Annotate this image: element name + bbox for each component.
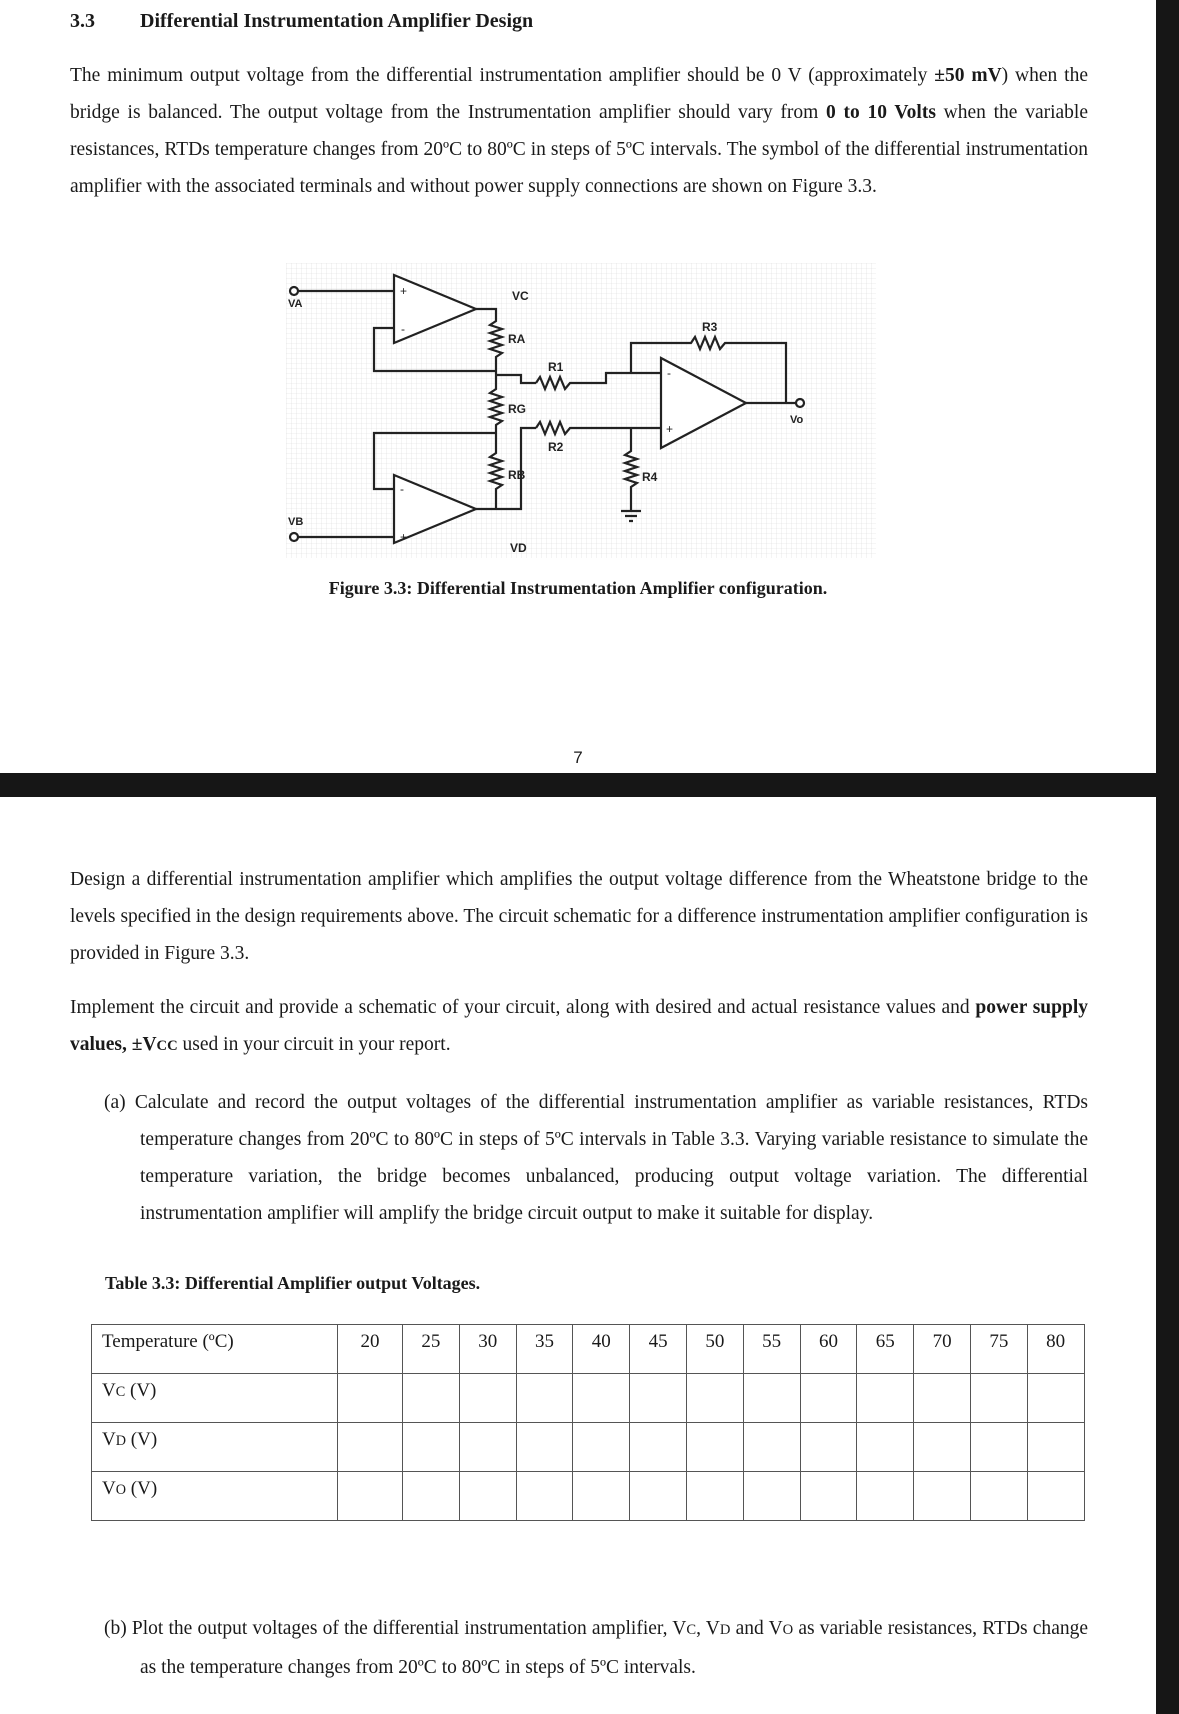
intro-bold-1: ±50 mV	[934, 65, 1002, 86]
label-rb: RB	[508, 468, 526, 482]
value-cell[interactable]	[516, 1423, 573, 1472]
page-1	[0, 0, 1156, 773]
table-row-vd	[92, 1423, 1085, 1472]
label-vb: VB	[288, 516, 304, 528]
intro-text-2: ) when the bridge is balanced. The output voltage from the Instrumentation amplifier should vary from	[70, 65, 1088, 123]
figure-caption: Figure 3.3: Differential Instrumentation Amplifier configuration.	[328, 578, 828, 598]
temp-cell: 65	[857, 1325, 914, 1374]
value-cell[interactable]	[970, 1423, 1027, 1472]
value-cell[interactable]	[970, 1472, 1027, 1521]
label-vd: VD	[510, 541, 527, 555]
vb-terminal	[290, 533, 298, 541]
value-cell[interactable]	[743, 1472, 800, 1521]
label-opamp-bottom-plus: +	[400, 530, 408, 544]
value-cell[interactable]	[630, 1374, 687, 1423]
value-cell[interactable]	[686, 1374, 743, 1423]
temp-cell: 50	[686, 1325, 743, 1374]
label-opamp-out-plus: +	[666, 422, 674, 436]
value-cell[interactable]	[1027, 1472, 1084, 1521]
value-cell[interactable]	[857, 1423, 914, 1472]
output-voltage-table	[91, 1324, 1085, 1521]
value-cell[interactable]	[459, 1374, 516, 1423]
part-b-text-2: , V	[696, 1618, 720, 1639]
value-cell[interactable]	[573, 1472, 630, 1521]
value-cell[interactable]	[914, 1472, 971, 1521]
part-b-sub-2: D	[719, 1622, 731, 1638]
value-cell[interactable]	[686, 1423, 743, 1472]
value-cell[interactable]	[914, 1374, 971, 1423]
row-label-vc: VC (V)	[92, 1374, 338, 1423]
implement-text-2: used in your circuit in your report.	[177, 1034, 451, 1055]
section-title: Differential Instrumentation Amplifier Design	[140, 10, 534, 32]
label-rg: RG	[508, 402, 526, 416]
temp-cell: 25	[403, 1325, 460, 1374]
part-b-sub-3: O	[782, 1622, 794, 1638]
page-2	[0, 797, 1156, 1714]
value-cell[interactable]	[800, 1374, 857, 1423]
value-cell[interactable]	[914, 1423, 971, 1472]
section-heading	[70, 10, 533, 33]
table-header-row	[92, 1325, 1085, 1374]
temp-cell: 80	[1027, 1325, 1084, 1374]
label-r4: R4	[642, 470, 658, 484]
value-cell[interactable]	[743, 1374, 800, 1423]
label-opamp-top-plus: +	[400, 284, 408, 298]
value-cell[interactable]	[857, 1374, 914, 1423]
temp-cell: 55	[743, 1325, 800, 1374]
value-cell[interactable]	[1027, 1423, 1084, 1472]
temp-cell: 40	[573, 1325, 630, 1374]
table-row-vo	[92, 1472, 1085, 1521]
label-opamp-top-minus: -	[401, 322, 405, 336]
value-cell[interactable]	[857, 1472, 914, 1521]
value-cell[interactable]	[1027, 1374, 1084, 1423]
part-b-paragraph	[104, 1610, 1088, 1686]
label-va: VA	[288, 298, 303, 310]
temp-cell: 20	[338, 1325, 403, 1374]
temp-cell: 45	[630, 1325, 687, 1374]
intro-text-3: when the variable resistances, RTDs temperature changes from 20ºC to 80ºC in steps of 5ºC intervals. The symbol of the differential instrumentation amplifier with the associated terminals and without power supply connections are shown on Figure 3.3.	[70, 102, 1088, 197]
value-cell[interactable]	[630, 1423, 687, 1472]
value-cell[interactable]	[459, 1472, 516, 1521]
value-cell[interactable]	[743, 1423, 800, 1472]
va-terminal	[290, 287, 298, 295]
implement-paragraph	[70, 989, 1088, 1065]
temp-cell: 70	[914, 1325, 971, 1374]
value-cell[interactable]	[516, 1472, 573, 1521]
label-vo: Vo	[790, 414, 804, 426]
part-b-sub-1: C	[686, 1622, 697, 1638]
value-cell[interactable]	[338, 1423, 403, 1472]
grid-background	[286, 263, 876, 558]
section-number: 3.3	[70, 10, 95, 32]
label-opamp-bottom-minus: -	[400, 482, 404, 496]
right-edge-strip	[1156, 0, 1179, 1714]
label-ra: RA	[508, 332, 526, 346]
intro-bold-2: 0 to 10 Volts	[826, 102, 936, 123]
part-b-text-4: as variable resistances, RTDs change as the temperature changes from 20ºC to 80ºC in steps of 5ºC intervals.	[140, 1618, 1088, 1678]
intro-text-1: The minimum output voltage from the differential instrumentation amplifier should be 0 V (approximately	[70, 65, 935, 86]
value-cell[interactable]	[338, 1374, 403, 1423]
temp-cell: 35	[516, 1325, 573, 1374]
label-opamp-out-minus: -	[667, 366, 671, 380]
value-cell[interactable]	[459, 1423, 516, 1472]
circuit-figure	[286, 263, 876, 558]
value-cell[interactable]	[573, 1374, 630, 1423]
value-cell[interactable]	[800, 1423, 857, 1472]
label-r3: R3	[702, 320, 718, 334]
header-label: Temperature (ºC)	[92, 1325, 338, 1374]
temp-cell: 75	[970, 1325, 1027, 1374]
page-number: 7	[573, 748, 583, 767]
value-cell[interactable]	[686, 1472, 743, 1521]
value-cell[interactable]	[800, 1472, 857, 1521]
vo-terminal	[796, 399, 804, 407]
implement-bold: power supply values, ±V	[70, 997, 1088, 1055]
label-r2: R2	[548, 440, 564, 454]
value-cell[interactable]	[403, 1423, 460, 1472]
value-cell[interactable]	[338, 1472, 403, 1521]
table-row-vc	[92, 1374, 1085, 1423]
implement-bold-sub: CC	[156, 1038, 178, 1054]
implement-text-1: Implement the circuit and provide a schematic of your circuit, along with desired and actual resistance values and	[70, 997, 976, 1018]
value-cell[interactable]	[630, 1472, 687, 1521]
value-cell[interactable]	[573, 1423, 630, 1472]
part-b-text-3: and V	[730, 1618, 783, 1639]
part-b-text-1: (b) Plot the output voltages of the differential instrumentation amplifier, V	[104, 1618, 687, 1639]
design-paragraph: Design a differential instrumentation amplifier which amplifies the output voltage difference from the Wheatstone bridge to the levels specified in the design requirements above. The circuit schematic for a difference instrumentation amplifier configuration is provided in Figure 3.3.	[70, 869, 1088, 964]
row-label-vo: VO (V)	[92, 1472, 338, 1521]
circuit-diagram	[286, 263, 876, 558]
page-divider	[0, 773, 1156, 797]
value-cell[interactable]	[970, 1374, 1027, 1423]
value-cell[interactable]	[516, 1374, 573, 1423]
value-cell[interactable]	[403, 1374, 460, 1423]
temp-cell: 60	[800, 1325, 857, 1374]
label-vc: VC	[512, 289, 529, 303]
part-a-paragraph: (a) Calculate and record the output voltages of the differential instrumentation amplifier as variable resistances, RTDs temperature changes from 20ºC to 80ºC in steps of 5ºC intervals in Table 3.3. Varying variable resistance to simulate the temperature variation, the bridge becomes unbalanced, producing output voltage variation. The differential instrumentation amplifier will amplify the bridge circuit output to make it suitable for display.	[104, 1092, 1088, 1224]
label-r1: R1	[548, 360, 564, 374]
value-cell[interactable]	[403, 1472, 460, 1521]
table-caption: Table 3.3: Differential Amplifier output Voltages.	[105, 1273, 481, 1293]
temp-cell: 30	[459, 1325, 516, 1374]
intro-paragraph	[70, 57, 1088, 205]
row-label-vd: VD (V)	[92, 1423, 338, 1472]
